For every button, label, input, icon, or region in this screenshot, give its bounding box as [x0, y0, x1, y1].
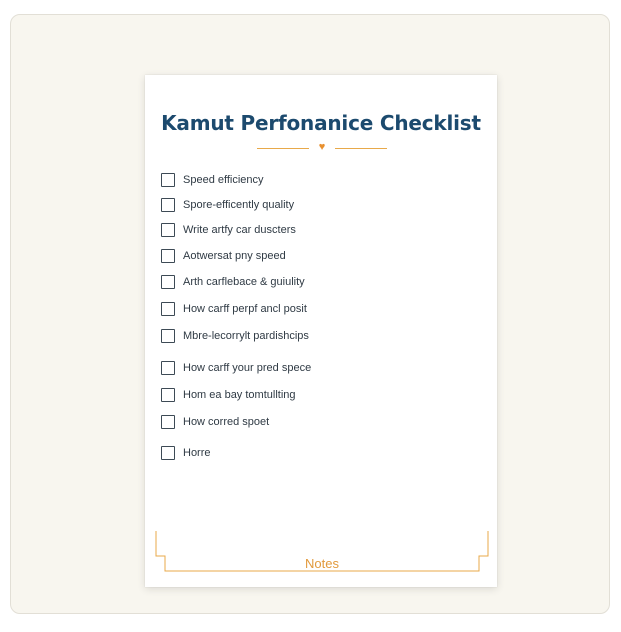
checklist-item-label: How carff your pred spece: [183, 362, 312, 374]
checkbox-icon[interactable]: [161, 415, 175, 429]
checkbox-icon[interactable]: [161, 275, 175, 289]
checklist-item-3[interactable]: [161, 222, 296, 238]
checklist-title: Kamut Perfonanice Checklist: [161, 111, 481, 135]
checklist-item-9[interactable]: [161, 387, 296, 403]
checkbox-icon[interactable]: [161, 223, 175, 237]
checkbox-icon[interactable]: [161, 198, 175, 212]
checklist-item-label: Hom ea bay tomtullting: [183, 389, 296, 401]
checklist-item-label: How carff perpf ancl posit: [183, 303, 307, 315]
checklist-item-5[interactable]: [161, 274, 305, 290]
checklist-item-10[interactable]: [161, 414, 269, 430]
checklist-item-6[interactable]: [161, 301, 307, 317]
checklist-item-label: Mbre-lecorrylt pardishcips: [183, 330, 309, 342]
checkbox-icon[interactable]: [161, 302, 175, 316]
notes-label: Notes: [305, 556, 339, 571]
checklist-item-1[interactable]: [161, 172, 264, 188]
checklist-item-label: Horre: [183, 447, 211, 459]
checklist-item-7[interactable]: [161, 328, 309, 344]
checklist-item-11[interactable]: [161, 445, 211, 461]
checkbox-icon[interactable]: [161, 361, 175, 375]
checkbox-icon[interactable]: [161, 388, 175, 402]
checkbox-icon[interactable]: [161, 249, 175, 263]
checkbox-icon[interactable]: [161, 446, 175, 460]
checklist-item-label: Spore-efficently quality: [183, 199, 295, 211]
divider-line-right: [335, 148, 387, 149]
checkbox-icon[interactable]: [161, 329, 175, 343]
divider-line-left: [257, 148, 309, 149]
checkbox-icon[interactable]: [161, 173, 175, 187]
checklist-item-label: Aotwersat pny speed: [183, 250, 286, 262]
checklist-item-label: Write artfy car duscters: [183, 224, 296, 236]
checklist-item-label: How corred spoet: [183, 416, 270, 428]
heart-icon: ♥: [318, 141, 326, 153]
checklist-item-4[interactable]: [161, 248, 286, 264]
image-frame: [10, 14, 610, 614]
title-divider: [257, 141, 387, 153]
checklist-sheet: [145, 75, 497, 587]
checklist-item-2[interactable]: [161, 197, 294, 213]
notes-box[interactable]: [155, 531, 489, 573]
checklist-item-label: Arth carflebace & guiulity: [183, 276, 305, 288]
checklist-item-label: Speed efficiency: [183, 174, 264, 186]
checklist-item-8[interactable]: [161, 360, 311, 376]
